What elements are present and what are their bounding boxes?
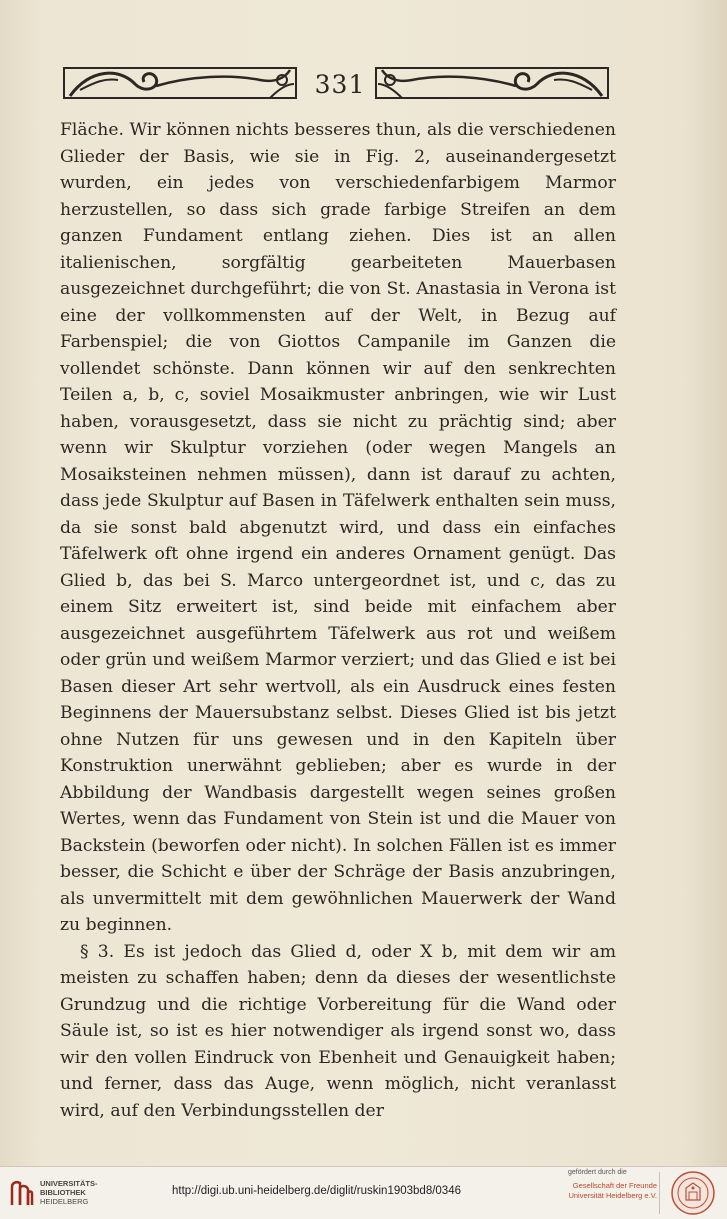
library-city: HEIDELBERG	[40, 1197, 89, 1206]
university-seal-icon[interactable]	[670, 1170, 716, 1216]
paragraph-1: Fläche. Wir können nichts besseres thun, als die verschiedenen Glieder der Basis, wie sie in Fig. 2, auseinandergesetzt wurden, ein jedes von verschiedenfarbigem Marmor herzustellen, so dass sich grade farbige Streifen an dem ganzen Fundament entlang ziehen. Dies ist an allen italienischen, sorgfältig gearbeiteten Mauerbasen ausgezeichnet durchgeführt; die von St. Anastasia in Verona ist eine der vollkommensten auf der Welt, in Bezug auf Farbenspiel; die von Giottos Campanile im Ganzen die vollendet schönste. Dann können wir auf den senkrechten Teilen a, b, c, soviel Mosaikmuster anbringen, wie wir Lust haben, vorausgesetzt, dass sie nicht zu prächtig sind; aber wenn wir Skulptur vorziehen (oder wegen Mangels an Mosaiksteinen nehmen müssen), dann ist darauf zu achten, dass jede Skulptur auf Basen in Täfelwerk enthalten sein muss, da sie sonst bald abgenutzt wird, und dass ein einfaches Täfelwerk oft ohne irgend ein anderes Ornament genügt. Das Glied b, das bei S. Marco untergeordnet ist, und c, das zu einem Sitz erweitert ist, sind beide mit einfachem aber ausgezeichnet ausgeführtem Täfelwerk aus rot und weißem oder grün und weißem Marmor verziert; und das Glied e ist bei Basen dieser Art sehr wertvoll, als ein Ausdruck eines festen Beginnens der Mauersubstanz selbst. Dieses Glied ist bis jetzt ohne Nutzen für uns gewesen und in den Kapiteln über Konstruktion unerwähnt geblieben; aber es wurde in der Abbildung der Wandbasis dargestellt wegen seines großen Wertes, wenn das Fundament von Stein ist und die Mauer von Backstein (beworfen oder nicht). In solchen Fällen ist es immer besser, die Schicht e über der Schräge der Basis anzubringen, als unvermittelt mit dem gewöhnlichen Mauerwerk der Wand zu beginnen.	[60, 120, 616, 935]
library-name[interactable]	[40, 1179, 98, 1206]
sponsor-name[interactable]: Gesellschaft der Freunde Universität Heidelberg e.V.	[568, 1181, 657, 1200]
footer-bar	[0, 1166, 727, 1219]
sponsor-divider	[659, 1172, 660, 1214]
page-header	[60, 58, 620, 108]
paragraph-2: § 3. Es ist jedoch das Glied d, oder X b, mit dem wir am meisten zu schaffen haben; denn da dieses der wesentlichste Grundzug und die richtige Vorbereitung für die Wand oder Säule ist, so ist es hier notwendiger als irgend sonst wo, dass wir den vollen Eindruck von Ebenheit und Genauigkeit haben; und ferner, dass das Auge, wenn möglich, nicht veranlasst wird, auf den Verbindungsstellen der	[60, 941, 616, 1121]
sponsor-intro: gefördert durch die	[568, 1169, 627, 1176]
library-logo-icon[interactable]	[8, 1179, 36, 1207]
body-text	[60, 117, 616, 1124]
library-name-main: UNIVERSITÄTS- BIBLIOTHEK	[40, 1179, 98, 1197]
page-number: 331	[314, 70, 366, 99]
permalink-url[interactable]: http://digi.ub.uni-heidelberg.de/diglit/ruskin1903bd8/0346	[172, 1185, 461, 1197]
right-ornament-icon	[372, 58, 612, 108]
